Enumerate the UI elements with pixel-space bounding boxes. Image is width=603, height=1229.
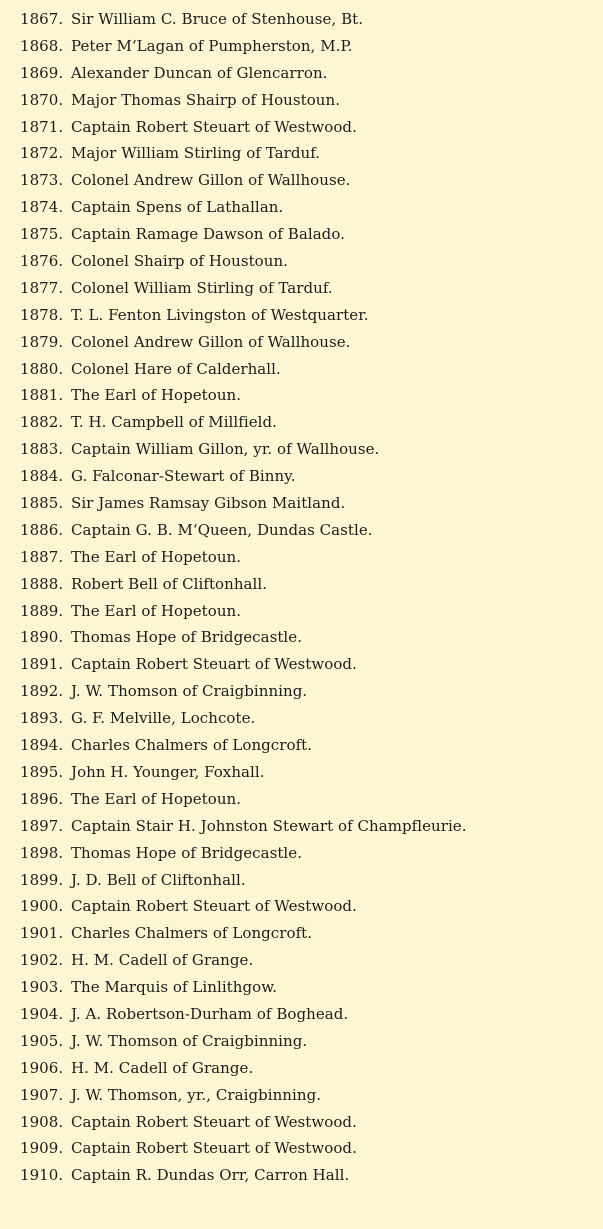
entry-text: J. W. Thomson of Craigbinning. (71, 682, 308, 701)
entry-year: 1885. (20, 494, 64, 513)
entry-year: 1889. (20, 601, 64, 620)
entry-text: The Earl of Hopetoun. (71, 601, 242, 620)
entry-year: 1877. (20, 278, 64, 297)
entry-year: 1882. (20, 413, 64, 432)
entry-text: Captain R. Dundas Orr, Carron Hall. (71, 1166, 350, 1185)
entry-text: G. Falconar-Stewart of Binny. (71, 467, 296, 486)
entry-year: 1875. (20, 225, 64, 244)
entry-text: Captain Stair H. Johnston Stewart of Champfleurie. (71, 816, 467, 835)
entry-text: The Marquis of Linlithgow. (71, 978, 278, 997)
list-item (20, 167, 467, 194)
entry-text: Major Thomas Shairp of Houstoun. (71, 90, 341, 109)
entry-year: 1891. (20, 655, 64, 674)
entry-year: 1887. (20, 547, 64, 566)
entry-text: Robert Bell of Cliftonhall. (71, 574, 268, 593)
entry-year: 1899. (20, 870, 64, 889)
entry-year: 1895. (20, 762, 64, 781)
entry-year: 1902. (20, 951, 64, 970)
entry-text: J. W. Thomson of Craigbinning. (71, 1031, 308, 1050)
entry-year: 1908. (20, 1112, 64, 1131)
entry-year: 1868. (20, 36, 64, 55)
list-item (20, 275, 467, 302)
entry-text: Sir William C. Bruce of Stenhouse, Bt. (71, 10, 364, 28)
entry-year: 1893. (20, 709, 64, 728)
list-item (20, 60, 467, 87)
entry-year: 1871. (20, 117, 64, 136)
list-item (20, 33, 467, 60)
entry-year: 1872. (20, 144, 64, 163)
list-item (20, 409, 467, 436)
entry-year: 1881. (20, 386, 64, 405)
list-item (20, 867, 467, 894)
list-item (20, 920, 467, 947)
entry-year: 1910. (20, 1166, 64, 1185)
entry-text: Charles Chalmers of Longcroft. (71, 736, 313, 755)
list-item (20, 1109, 467, 1136)
list-item (20, 813, 467, 840)
entry-year: 1888. (20, 574, 64, 593)
list-item (20, 1135, 467, 1162)
entry-text: The Earl of Hopetoun. (71, 789, 242, 808)
entry-year: 1898. (20, 843, 64, 862)
list-item (20, 651, 467, 678)
entry-text: John H. Younger, Foxhall. (71, 762, 265, 781)
entry-year: 1867. (20, 10, 64, 28)
list-item (20, 705, 467, 732)
entry-year: 1878. (20, 305, 64, 324)
entry-text: H. M. Cadell of Grange. (71, 951, 254, 970)
entry-text: Captain Spens of Lathallan. (71, 198, 284, 217)
entry-text: The Earl of Hopetoun. (71, 386, 242, 405)
list-item (20, 1028, 467, 1055)
list-item (20, 140, 467, 167)
entry-text: Major William Stirling of Tarduf. (71, 144, 321, 163)
list-item (20, 1055, 467, 1082)
entry-year: 1884. (20, 467, 64, 486)
entry-text: H. M. Cadell of Grange. (71, 1058, 254, 1077)
list-item (20, 463, 467, 490)
list-item (20, 840, 467, 867)
list-item (20, 759, 467, 786)
list-item (20, 87, 467, 114)
entry-year: 1907. (20, 1085, 64, 1104)
entry-text: Captain Robert Steuart of Westwood. (71, 897, 357, 916)
entry-text: Captain G. B. M‘Queen, Dundas Castle. (71, 520, 373, 539)
list-item (20, 114, 467, 141)
entry-year: 1890. (20, 628, 64, 647)
entry-text: Captain Robert Steuart of Westwood. (71, 117, 357, 136)
entry-year: 1869. (20, 63, 64, 82)
list-item (20, 329, 467, 356)
entry-year: 1909. (20, 1139, 64, 1158)
entry-text: Captain Robert Steuart of Westwood. (71, 1139, 357, 1158)
list-item (20, 732, 467, 759)
entry-year: 1873. (20, 171, 64, 190)
entry-text: Colonel William Stirling of Tarduf. (71, 278, 333, 297)
year-entry-list (20, 6, 467, 1189)
entry-year: 1894. (20, 736, 64, 755)
entry-text: G. F. Melville, Lochcote. (71, 709, 256, 728)
entry-text: J. W. Thomson, yr., Craigbinning. (71, 1085, 322, 1104)
list-item (20, 248, 467, 275)
list-item (20, 786, 467, 813)
list-item (20, 624, 467, 651)
list-item (20, 544, 467, 571)
entry-text: J. A. Robertson-Durham of Boghead. (71, 1004, 349, 1023)
list-item (20, 571, 467, 598)
entry-year: 1900. (20, 897, 64, 916)
list-item (20, 1082, 467, 1109)
entry-text: Sir James Ramsay Gibson Maitland. (71, 494, 346, 513)
entry-text: J. D. Bell of Cliftonhall. (71, 870, 246, 889)
entry-year: 1874. (20, 198, 64, 217)
entry-year: 1901. (20, 924, 64, 943)
list-item (20, 517, 467, 544)
list-item (20, 893, 467, 920)
entry-text: Colonel Hare of Calderhall. (71, 359, 281, 378)
entry-year: 1904. (20, 1004, 64, 1023)
entry-year: 1880. (20, 359, 64, 378)
list-item (20, 221, 467, 248)
entry-year: 1870. (20, 90, 64, 109)
entry-year: 1896. (20, 789, 64, 808)
entry-text: The Earl of Hopetoun. (71, 547, 242, 566)
entry-text: Captain Robert Steuart of Westwood. (71, 655, 357, 674)
entry-text: T. H. Campbell of Millfield. (71, 413, 277, 432)
entry-text: Alexander Duncan of Glencarron. (71, 63, 328, 82)
entry-text: Charles Chalmers of Longcroft. (71, 924, 313, 943)
entry-text: Thomas Hope of Bridgecastle. (71, 843, 303, 862)
entry-year: 1897. (20, 816, 64, 835)
entry-year: 1876. (20, 252, 64, 271)
list-item (20, 6, 467, 33)
entry-text: Captain Ramage Dawson of Balado. (71, 225, 345, 244)
entry-text: Captain Robert Steuart of Westwood. (71, 1112, 357, 1131)
list-item (20, 974, 467, 1001)
list-item (20, 490, 467, 517)
entry-year: 1903. (20, 978, 64, 997)
list-item (20, 598, 467, 625)
list-item (20, 382, 467, 409)
list-item (20, 947, 467, 974)
entry-text: Colonel Shairp of Houstoun. (71, 252, 288, 271)
entry-text: Thomas Hope of Bridgecastle. (71, 628, 303, 647)
entry-year: 1892. (20, 682, 64, 701)
entry-year: 1905. (20, 1031, 64, 1050)
entry-year: 1883. (20, 440, 64, 459)
entry-text: Colonel Andrew Gillon of Wallhouse. (71, 171, 351, 190)
entry-text: Captain William Gillon, yr. of Wallhouse. (71, 440, 380, 459)
list-item (20, 1162, 467, 1189)
entry-text: Peter M‘Lagan of Pumpherston, M.P. (71, 36, 353, 55)
entry-text: T. L. Fenton Livingston of Westquarter. (71, 305, 369, 324)
list-item (20, 678, 467, 705)
list-item (20, 302, 467, 329)
list-item (20, 356, 467, 383)
list-item (20, 1001, 467, 1028)
list-item (20, 436, 467, 463)
entry-year: 1906. (20, 1058, 64, 1077)
entry-year: 1879. (20, 332, 64, 351)
entry-year: 1886. (20, 520, 64, 539)
entry-text: Colonel Andrew Gillon of Wallhouse. (71, 332, 351, 351)
list-item (20, 194, 467, 221)
